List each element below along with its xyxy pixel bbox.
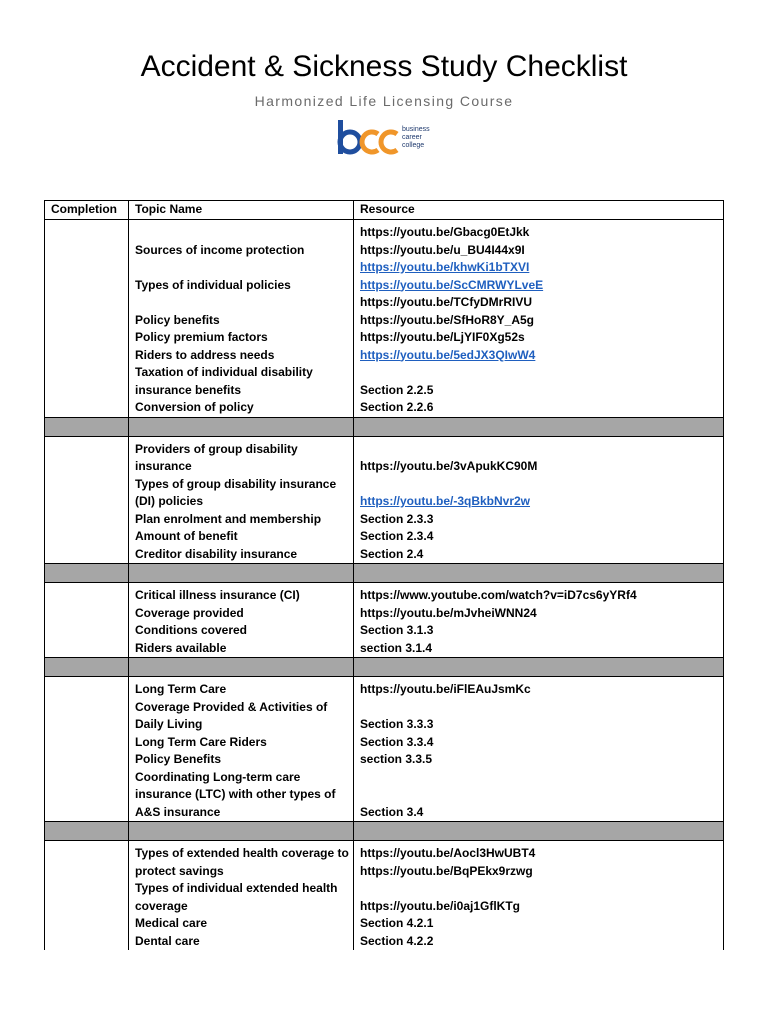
table-row: [45, 329, 724, 347]
resource-text: Section 4.2.1: [360, 916, 434, 930]
topic-text: Daily Living: [135, 717, 203, 731]
topic-cell: [129, 399, 354, 417]
resource-link[interactable]: https://youtu.be/-3qBkbNvr2w: [360, 494, 531, 508]
table-row: [45, 399, 724, 417]
section-separator-row: [45, 822, 724, 841]
resource-text: Section 2.3.4: [360, 529, 434, 543]
resource-cell: [354, 329, 724, 347]
topic-text: Creditor disability insurance: [135, 546, 298, 561]
resource-text: section 3.3.5: [360, 752, 433, 766]
completion-cell[interactable]: [45, 583, 129, 605]
table-row: [45, 677, 724, 699]
column-header-resource: Resource: [354, 201, 724, 220]
resource-cell: [354, 347, 724, 365]
topic-cell: [129, 751, 354, 769]
bcc-logo-mark-icon: [334, 118, 400, 158]
table-row: [45, 511, 724, 529]
resource-cell: [354, 769, 724, 822]
topic-text: [135, 294, 353, 312]
resource-cell: [354, 880, 724, 915]
topic-cell: [129, 734, 354, 752]
resource-text: https://youtu.be/TCfyDMrRIVU: [360, 295, 532, 309]
topic-cell: [129, 364, 354, 399]
completion-cell[interactable]: [45, 622, 129, 640]
resource-cell: [354, 677, 724, 699]
separator-cell: [129, 564, 354, 583]
section-separator-row: [45, 564, 724, 583]
separator-cell: [45, 417, 129, 436]
topic-cell: [129, 528, 354, 546]
separator-cell: [45, 564, 129, 583]
topic-cell: [129, 329, 354, 347]
completion-cell[interactable]: [45, 640, 129, 658]
table-row: [45, 841, 724, 881]
table-row: [45, 436, 724, 476]
resource-text: [360, 699, 723, 717]
topic-cell: [129, 347, 354, 365]
completion-cell[interactable]: [45, 933, 129, 951]
resource-cell: [354, 399, 724, 417]
completion-cell[interactable]: [45, 699, 129, 734]
topic-cell: [129, 436, 354, 476]
separator-cell: [129, 658, 354, 677]
topic-text: Medical care: [135, 916, 208, 930]
table-row: [45, 364, 724, 399]
separator-cell: [45, 822, 129, 841]
topic-text: Coordinating Long-term care: [135, 769, 301, 784]
resource-text: https://youtu.be/iFlEAuJsmKc: [360, 682, 531, 696]
table-header-row: [45, 201, 724, 220]
resource-text: https://youtu.be/Aocl3HwUBT4: [360, 846, 536, 860]
topic-text: Types of extended health coverage to: [135, 846, 349, 860]
resource-text: [360, 476, 723, 494]
completion-cell[interactable]: [45, 769, 129, 822]
topic-text: (DI) policies: [135, 494, 204, 508]
resource-cell: [354, 933, 724, 951]
resource-cell: [354, 841, 724, 881]
topic-text: Sources of income protection: [135, 242, 305, 257]
separator-cell: [354, 658, 724, 677]
table-row: [45, 259, 724, 294]
resource-text: https://youtu.be/i0aj1GflKTg: [360, 898, 521, 913]
topic-text: Long Term Care: [135, 682, 227, 696]
resource-text: Section 3.1.3: [360, 623, 434, 637]
table-row: [45, 699, 724, 734]
resource-text: https://youtu.be/SfHoR8Y_A5g: [360, 312, 535, 327]
checklist-body: [45, 220, 724, 951]
topic-text: A&S insurance: [135, 804, 221, 819]
topic-cell: [129, 220, 354, 260]
separator-cell: [129, 822, 354, 841]
checklist-table: [44, 200, 724, 950]
completion-cell[interactable]: [45, 880, 129, 915]
topic-text: Policy benefits: [135, 312, 220, 327]
topic-cell: [129, 259, 354, 294]
completion-cell[interactable]: [45, 364, 129, 399]
resource-text: [360, 364, 723, 382]
topic-text: Taxation of individual disability: [135, 365, 313, 379]
table-row: [45, 734, 724, 752]
resource-text: [360, 880, 723, 898]
resource-text: [360, 786, 723, 804]
topic-cell: [129, 880, 354, 915]
topic-text: Riders available: [135, 640, 227, 655]
resource-text: Section 2.4: [360, 546, 424, 561]
completion-cell[interactable]: [45, 294, 129, 329]
completion-cell[interactable]: [45, 220, 129, 260]
topic-text: Long Term Care Riders: [135, 734, 267, 749]
resource-text: https://youtu.be/u_BU4I44x9I: [360, 242, 525, 257]
resource-text: Section 2.3.3: [360, 511, 434, 526]
separator-cell: [354, 822, 724, 841]
table-row: [45, 476, 724, 511]
topic-text: Types of individual extended health: [135, 881, 338, 895]
topic-text: Coverage provided: [135, 605, 244, 620]
topic-cell: [129, 915, 354, 933]
table-row: [45, 933, 724, 951]
bcc-logo: [334, 118, 444, 158]
topic-text: Dental care: [135, 933, 200, 948]
resource-cell: [354, 699, 724, 734]
resource-cell: [354, 436, 724, 476]
resource-text: [360, 769, 723, 787]
separator-cell: [354, 417, 724, 436]
topic-cell: [129, 605, 354, 623]
resource-text: Section 2.2.5: [360, 382, 434, 397]
table-row: [45, 347, 724, 365]
resource-text: https://youtu.be/mJvheiWNN24: [360, 605, 537, 620]
topic-cell: [129, 476, 354, 511]
table-row: [45, 880, 724, 915]
topic-text: Amount of benefit: [135, 529, 238, 543]
table-row: [45, 528, 724, 546]
resource-text: https://www.youtube.com/watch?v=iD7cs6yYRf4: [360, 588, 637, 602]
completion-cell[interactable]: [45, 329, 129, 347]
resource-text: Section 3.4: [360, 804, 424, 819]
resource-text: Section 3.3.4: [360, 734, 434, 749]
resource-cell: [354, 734, 724, 752]
page-title: Accident & Sickness Study Checklist: [140, 50, 628, 83]
resource-cell: [354, 364, 724, 399]
table-row: [45, 769, 724, 822]
resource-text: https://youtu.be/3vApukKC90M: [360, 459, 538, 473]
resource-text: https://youtu.be/BqPEkx9rzwg: [360, 863, 533, 878]
completion-cell[interactable]: [45, 915, 129, 933]
resource-cell: [354, 605, 724, 623]
separator-cell: [354, 564, 724, 583]
table-row: [45, 751, 724, 769]
section-separator-row: [45, 658, 724, 677]
resource-cell: [354, 220, 724, 260]
resource-cell: [354, 622, 724, 640]
topic-text: Conversion of policy: [135, 400, 254, 414]
resource-cell: [354, 640, 724, 658]
table-row: [45, 220, 724, 260]
resource-text: Section 2.2.6: [360, 400, 434, 414]
topic-text: insurance: [135, 459, 192, 473]
topic-cell: [129, 769, 354, 822]
topic-cell: [129, 677, 354, 699]
topic-text: [135, 224, 353, 242]
completion-cell[interactable]: [45, 399, 129, 417]
resource-cell: [354, 511, 724, 529]
topic-cell: [129, 294, 354, 329]
topic-cell: [129, 640, 354, 658]
completion-cell[interactable]: [45, 347, 129, 365]
topic-cell: [129, 546, 354, 564]
resource-cell: [354, 528, 724, 546]
logo-text: business career college: [402, 126, 430, 149]
topic-cell: [129, 583, 354, 605]
topic-text: Types of group disability insurance: [135, 476, 337, 491]
completion-cell[interactable]: [45, 841, 129, 881]
completion-cell[interactable]: [45, 546, 129, 564]
topic-text: Types of individual policies: [135, 277, 291, 292]
resource-cell: [354, 915, 724, 933]
topic-cell: [129, 622, 354, 640]
completion-cell[interactable]: [45, 605, 129, 623]
column-header-completion: Completion: [45, 201, 129, 220]
topic-text: Policy Benefits: [135, 752, 222, 766]
table-row: [45, 546, 724, 564]
completion-cell[interactable]: [45, 476, 129, 511]
topic-text: Plan enrolment and membership: [135, 511, 322, 526]
topic-text: protect savings: [135, 863, 224, 878]
resource-text: section 3.1.4: [360, 640, 433, 655]
completion-cell[interactable]: [45, 734, 129, 752]
topic-text: Riders to address needs: [135, 347, 275, 362]
resource-text: Section 3.3.3: [360, 717, 434, 731]
topic-cell: [129, 841, 354, 881]
resource-link[interactable]: https://youtu.be/ScCMRWYLveE: [360, 277, 544, 292]
section-separator-row: [45, 417, 724, 436]
completion-cell[interactable]: [45, 259, 129, 294]
resource-cell: [354, 751, 724, 769]
resource-cell: [354, 259, 724, 294]
completion-cell[interactable]: [45, 436, 129, 476]
topic-text: Policy premium factors: [135, 330, 268, 344]
resource-text: https://youtu.be/LjYIF0Xg52s: [360, 330, 525, 344]
topic-text: [135, 259, 353, 277]
resource-cell: [354, 294, 724, 329]
resource-text: https://youtu.be/Gbacg0EtJkk: [360, 225, 530, 239]
separator-cell: [129, 417, 354, 436]
table-row: [45, 294, 724, 329]
table-row: [45, 583, 724, 605]
separator-cell: [45, 658, 129, 677]
topic-text: coverage: [135, 898, 188, 913]
resource-link[interactable]: https://youtu.be/5edJX3QIwW4: [360, 347, 536, 362]
completion-cell[interactable]: [45, 677, 129, 699]
resource-cell: [354, 583, 724, 605]
column-header-topic: Topic Name: [129, 201, 354, 220]
topic-cell: [129, 699, 354, 734]
resource-cell: [354, 546, 724, 564]
completion-cell[interactable]: [45, 511, 129, 529]
table-row: [45, 915, 724, 933]
topic-text: Critical illness insurance (CI): [135, 588, 300, 602]
resource-text: [360, 441, 723, 459]
resource-text: Section 4.2.2: [360, 933, 434, 948]
topic-text: Coverage Provided & Activities of: [135, 699, 328, 714]
resource-link[interactable]: https://youtu.be/khwKi1bTXVI: [360, 260, 530, 274]
topic-text: insurance (LTC) with other types of: [135, 787, 336, 801]
page-subtitle: Harmonized Life Licensing Course: [254, 93, 514, 109]
topic-cell: [129, 933, 354, 951]
table-row: [45, 640, 724, 658]
topic-text: Providers of group disability: [135, 441, 298, 456]
table-row: [45, 622, 724, 640]
resource-cell: [354, 476, 724, 511]
completion-cell[interactable]: [45, 528, 129, 546]
topic-cell: [129, 511, 354, 529]
completion-cell[interactable]: [45, 751, 129, 769]
topic-text: insurance benefits: [135, 382, 242, 397]
table-row: [45, 605, 724, 623]
topic-text: Conditions covered: [135, 623, 248, 637]
